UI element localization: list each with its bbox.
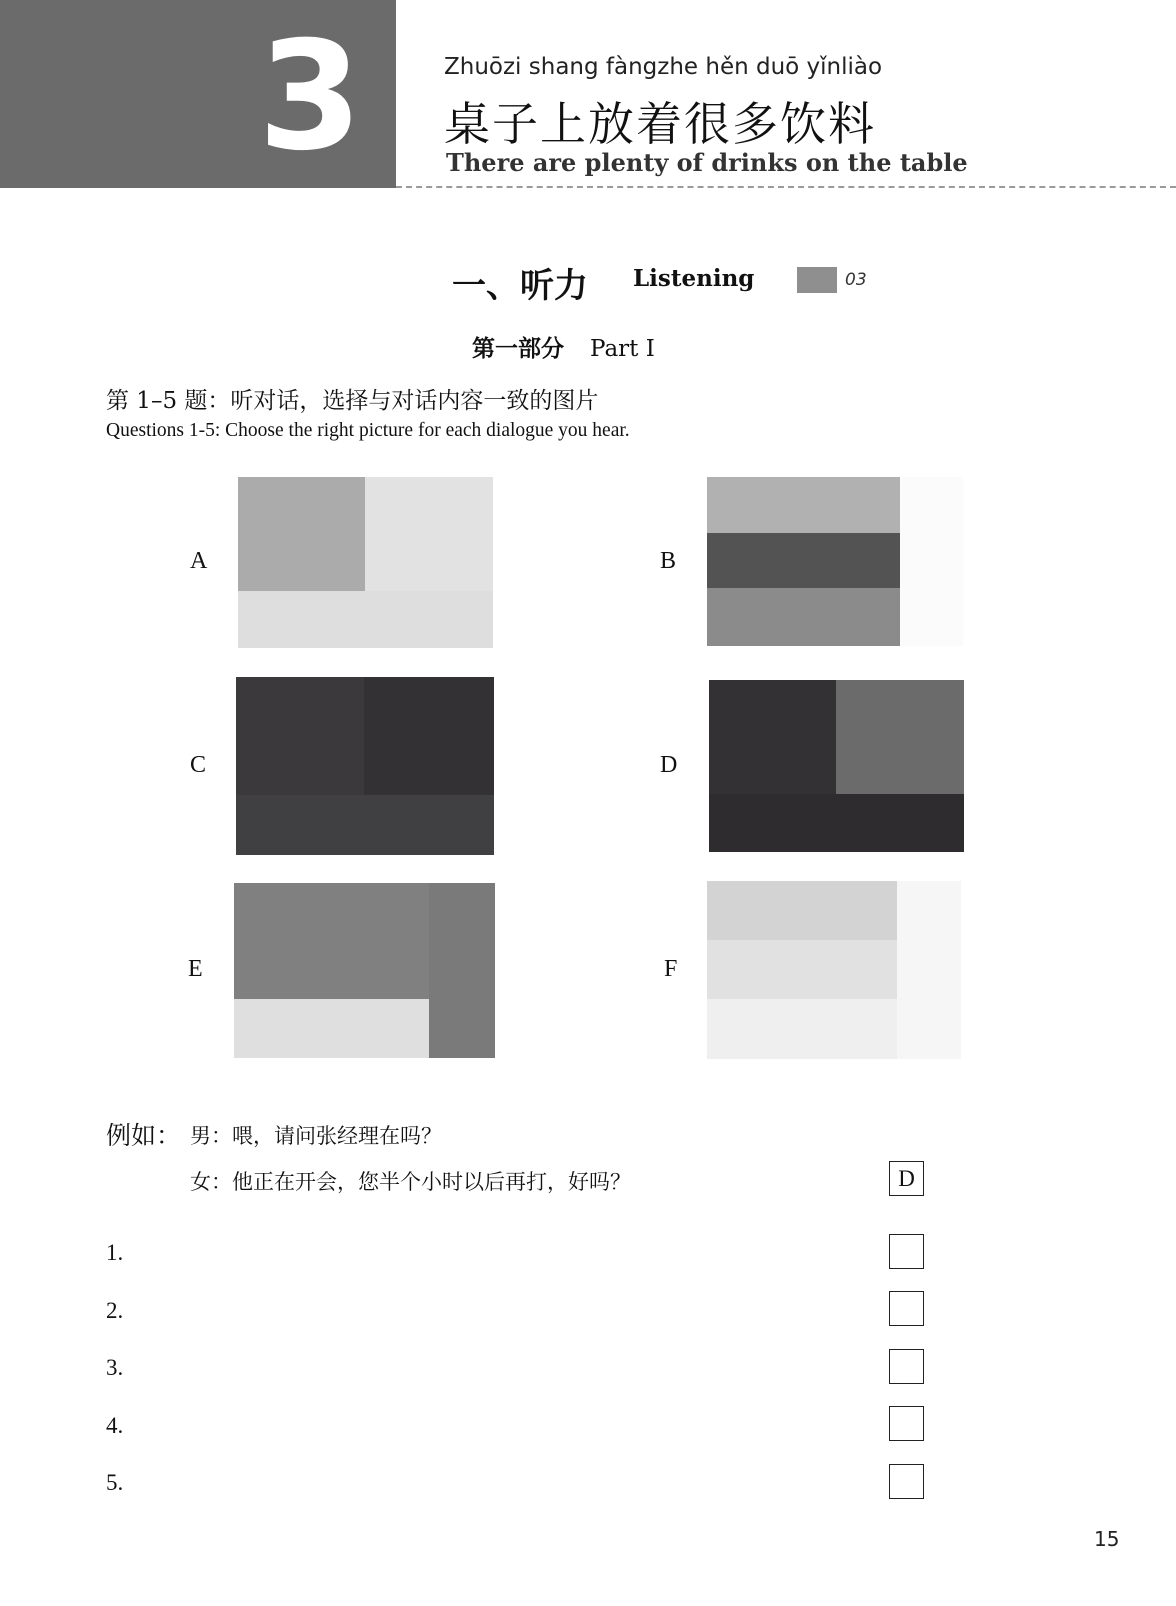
picture-b-region — [707, 477, 900, 533]
question-number: 1. — [106, 1240, 124, 1265]
picture-label-b: B — [660, 548, 677, 574]
picture-a-region — [365, 477, 493, 591]
example-line-man: 男：喂，请问张经理在吗？ — [190, 1124, 442, 1148]
picture-f-region — [707, 940, 897, 999]
picture-e-region — [429, 883, 495, 1058]
picture-f-region — [707, 881, 897, 940]
picture-label-d: D — [660, 752, 678, 778]
answer-box-4[interactable] — [889, 1406, 924, 1441]
picture-c-region — [364, 677, 494, 795]
picture-b-region — [900, 477, 963, 646]
part-title-english: Part Ⅰ — [590, 336, 655, 362]
picture-e[interactable] — [234, 883, 495, 1058]
instructions-chinese: 第 1–5 题：听对话，选择与对话内容一致的图片 — [106, 388, 599, 414]
answer-box-5[interactable] — [889, 1464, 924, 1499]
question-number: 3. — [106, 1355, 124, 1380]
example-answer-box: D — [889, 1161, 924, 1196]
picture-a-region — [238, 591, 493, 648]
picture-e-region — [234, 883, 429, 999]
lesson-title-pinyin: Zhuōzi shang fàngzhe hěn duō yǐnliào — [444, 54, 883, 80]
picture-b-region — [707, 533, 900, 588]
answer-box-1[interactable] — [889, 1234, 924, 1269]
part-heading — [472, 330, 655, 363]
picture-label-c: C — [190, 752, 207, 778]
audio-track-icon[interactable] — [797, 267, 837, 293]
picture-b[interactable] — [707, 477, 963, 646]
picture-d-region — [836, 680, 964, 794]
picture-c-region — [236, 677, 364, 795]
picture-d-region — [709, 794, 964, 852]
picture-c-region — [236, 795, 494, 855]
example-line-woman: 女：他正在开会，您半个小时以后再打，好吗？ — [190, 1170, 631, 1194]
picture-label-f: F — [664, 956, 678, 982]
part-title-chinese: 第一部分 — [472, 335, 564, 362]
answer-box-3[interactable] — [889, 1349, 924, 1384]
lesson-title-chinese: 桌子上放着很多饮料 — [444, 97, 876, 151]
picture-a-region — [238, 477, 365, 591]
picture-b-region — [707, 588, 900, 646]
picture-e-region — [234, 999, 429, 1058]
question-number: 2. — [106, 1298, 124, 1323]
picture-label-e: E — [188, 956, 203, 982]
instructions-english: Questions 1-5: Choose the right picture for each dialogue you hear. — [106, 420, 630, 441]
picture-d[interactable] — [709, 680, 964, 852]
picture-f-region — [897, 881, 961, 1059]
audio-track-number: 03 — [845, 270, 867, 290]
section-title-chinese: 一、听力 — [452, 266, 588, 306]
lesson-title-english: There are plenty of drinks on the table — [446, 148, 968, 177]
header-divider — [396, 186, 1176, 188]
picture-label-a: A — [190, 548, 208, 574]
page-number: 15 — [1094, 1527, 1120, 1551]
picture-c[interactable] — [236, 677, 494, 855]
example-label: 例如： — [106, 1121, 182, 1150]
question-number: 5. — [106, 1470, 124, 1495]
question-number: 4. — [106, 1413, 124, 1438]
section-title-english: Listening — [633, 265, 755, 292]
picture-d-region — [709, 680, 836, 794]
picture-f-region — [707, 999, 897, 1059]
picture-f[interactable] — [707, 881, 961, 1059]
picture-a[interactable] — [238, 477, 493, 648]
answer-box-2[interactable] — [889, 1291, 924, 1326]
lesson-number: 3 — [258, 10, 359, 184]
